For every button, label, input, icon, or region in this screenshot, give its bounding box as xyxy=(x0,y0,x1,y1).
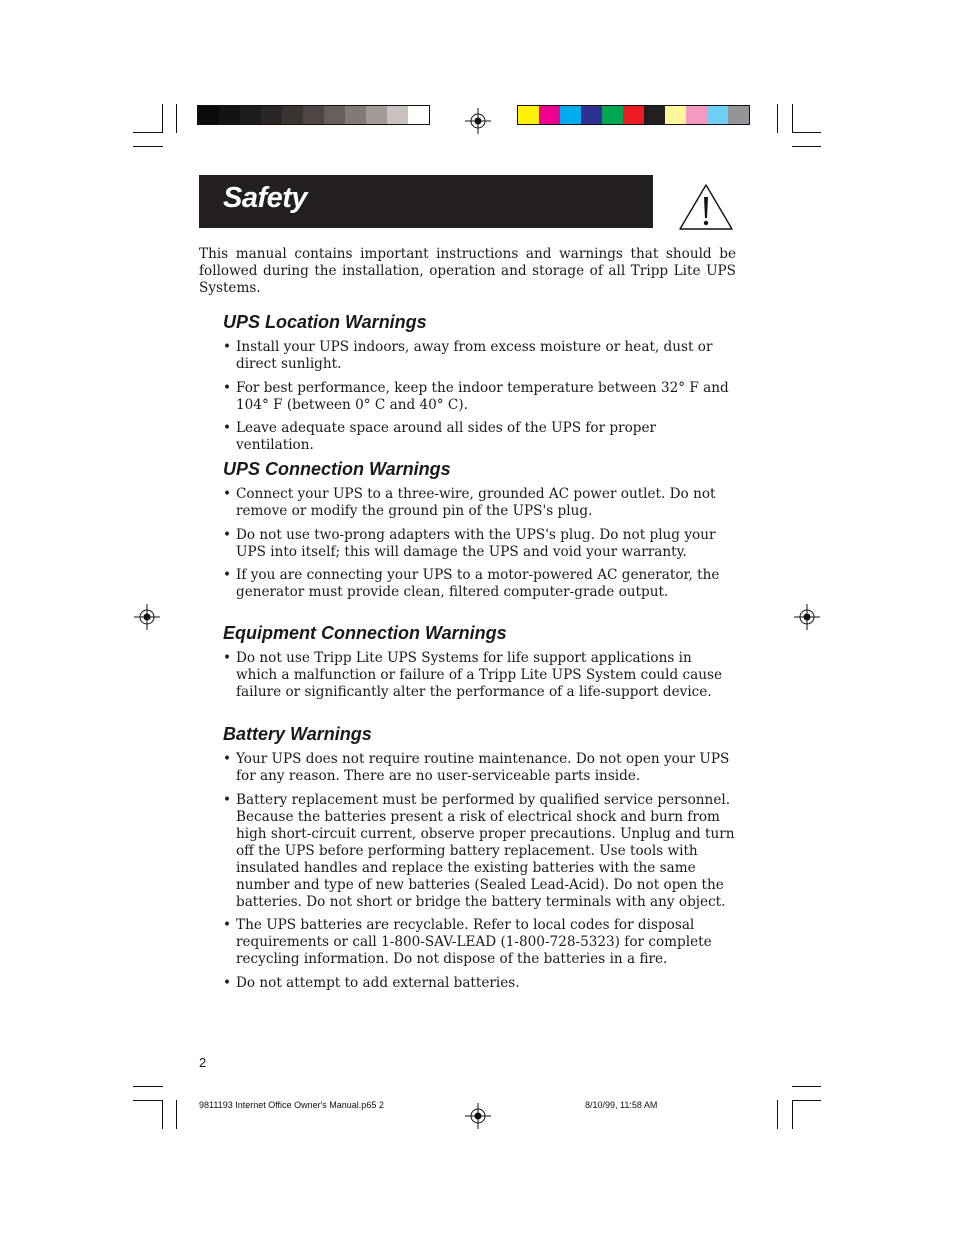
page-title: Safety xyxy=(223,182,308,214)
color-swatch xyxy=(707,106,728,124)
color-swatch xyxy=(345,106,366,124)
color-swatch xyxy=(560,106,581,124)
section-ups-location xyxy=(223,311,737,461)
color-swatch xyxy=(282,106,303,124)
registration-mark-icon xyxy=(465,108,491,134)
color-swatch xyxy=(324,106,345,124)
color-swatch xyxy=(303,106,324,124)
list-item: • For best performance, keep the indoor temperature between 32° F and 104° F (between 0° C and 40° C). xyxy=(223,380,737,414)
list-item: • Install your UPS indoors, away from excess moisture or heat, dust or direct sunlight. xyxy=(223,339,737,373)
section-heading: Battery Warnings xyxy=(223,724,372,744)
color-swatch xyxy=(623,106,644,124)
section-heading: Equipment Connection Warnings xyxy=(223,623,507,643)
intro-paragraph: This manual contains important instructions and warnings that should be followed during the installation, operation and storage of all Tripp Lite UPS Systems. xyxy=(199,246,736,296)
color-swatch xyxy=(644,106,665,124)
print-timestamp: 8/10/99, 11:58 AM xyxy=(585,1100,658,1110)
section-ups-connection xyxy=(223,458,737,608)
warning-triangle-icon xyxy=(678,183,734,231)
registration-mark-icon xyxy=(794,604,820,630)
color-swatch xyxy=(686,106,707,124)
list-item: • Do not attempt to add external batteries. xyxy=(223,975,737,992)
color-swatch xyxy=(198,106,219,124)
list-item: • Do not use two-prong adapters with the UPS's plug. Do not plug your UPS into itself; this will damage the UPS and void your warranty. xyxy=(223,527,737,561)
list-item: • Your UPS does not require routine maintenance. Do not open your UPS for any reason. There are no user-serviceable parts inside. xyxy=(223,751,737,785)
list-item: • Connect your UPS to a three-wire, grounded AC power outlet. Do not remove or modify the ground pin of the UPS's plug. xyxy=(223,486,737,520)
title-band xyxy=(199,175,653,228)
color-swatch xyxy=(581,106,602,124)
color-swatch xyxy=(728,106,749,124)
section-battery xyxy=(223,723,737,998)
list-item: • Do not use Tripp Lite UPS Systems for life support applications in which a malfunction or failure of a Tripp Lite UPS System could cause failure or significantly alter the performance of a life-support device. xyxy=(223,650,737,701)
registration-mark-icon xyxy=(134,604,160,630)
color-swatch xyxy=(518,106,539,124)
section-heading: UPS Connection Warnings xyxy=(223,459,451,479)
color-swatch xyxy=(539,106,560,124)
list-item: • Leave adequate space around all sides of the UPS for proper ventilation. xyxy=(223,420,737,454)
section-equipment-connection xyxy=(223,622,737,708)
color-swatch xyxy=(602,106,623,124)
list-item: • Battery replacement must be performed by qualified service personnel. Because the batteries present a risk of electrical shock and burn from high short-circuit current, observe proper precautions. Unplug and turn off the UPS before performing battery replacement. Use tools with insulated handles and replace the existing batteries with the same number and type of new batteries (Sealed Lead-Acid). Do not open the batteries. Do not short or bridge the battery terminals with any object. xyxy=(223,792,737,911)
color-swatch xyxy=(665,106,686,124)
section-heading: UPS Location Warnings xyxy=(223,312,427,332)
grayscale-calibration-bar xyxy=(197,105,430,125)
color-calibration-bar xyxy=(517,105,750,125)
list-item: • The UPS batteries are recyclable. Refer to local codes for disposal requirements or call 1-800-SAV-LEAD (1-800-728-5323) for complete recycling information. Do not dispose of the batteries in a fire. xyxy=(223,917,737,968)
color-swatch xyxy=(261,106,282,124)
color-swatch xyxy=(366,106,387,124)
file-slug: 9811193 Internet Office Owner's Manual.p65 2 xyxy=(199,1100,384,1110)
color-swatch xyxy=(408,106,429,124)
color-swatch xyxy=(387,106,408,124)
color-swatch xyxy=(219,106,240,124)
registration-mark-icon xyxy=(465,1103,491,1129)
color-swatch xyxy=(240,106,261,124)
list-item: • If you are connecting your UPS to a motor-powered AC generator, the generator must provide clean, filtered computer-grade output. xyxy=(223,567,737,601)
page-number: 2 xyxy=(199,1055,207,1070)
